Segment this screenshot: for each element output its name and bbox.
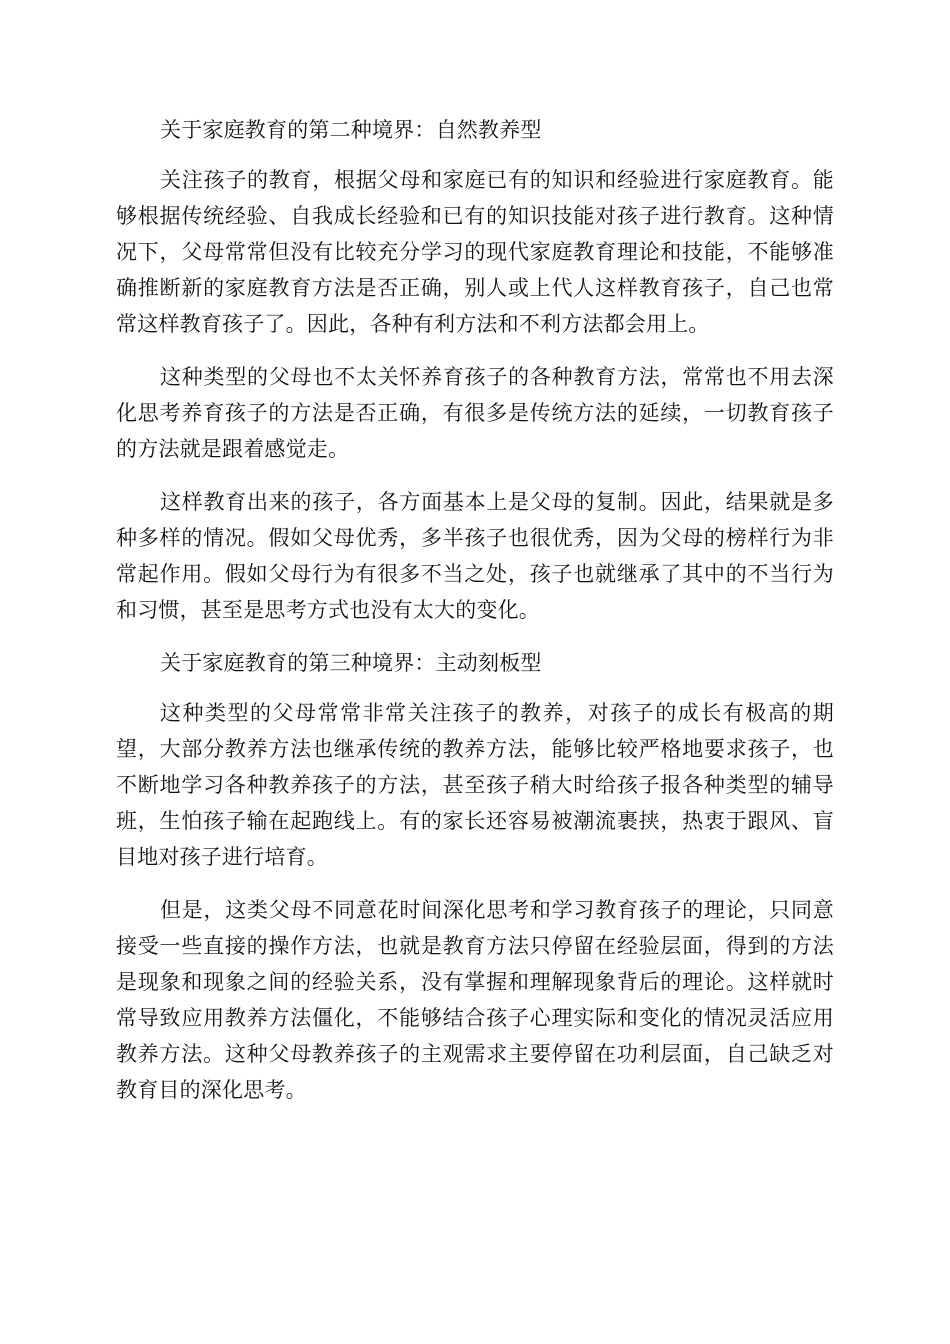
- paragraph: 这种类型的父母也不太关怀养育孩子的各种教育方法，常常也不用去深化思考养育孩子的方法是否正确，有很多是传统方法的延续，一切教育孩子的方法就是跟着感觉走。: [116, 365, 834, 461]
- paragraph: 这种类型的父母常常非常关注孩子的教养，对孩子的成长有极高的期望，大部分教养方法也继承传统的教养方法，能够比较严格地要求孩子，也不断地学习各种教养孩子的方法，甚至孩子稍大时给孩子报各种类型的辅导班，生怕孩子输在起跑线上。有的家长还容易被潮流裹挟，热衷于跟风、盲目地对孩子进行培育。: [116, 701, 834, 869]
- paragraph: 关注孩子的教育，根据父母和家庭已有的知识和经验进行家庭教育。能够根据传统经验、自我成长经验和已有的知识技能对孩子进行教育。这种情况下，父母常常但没有比较充分学习的现代家庭教育理论和技能，不能够准确推断新的家庭教育方法是否正确，别人或上代人这样教育孩子，自己也常常这样教育孩子了。因此，各种有利方法和不利方法都会用上。: [116, 168, 834, 336]
- paragraph: 但是，这类父母不同意花时间深化思考和学习教育孩子的理论，只同意接受一些直接的操作方法，也就是教育方法只停留在经验层面，得到的方法是现象和现象之间的经验关系，没有掌握和理解现象背后的理论。这样就时常导致应用教养方法僵化，不能够结合孩子心理实际和变化的情况灵活应用教养方法。这种父母教养孩子的主观需求主要停留在功利层面，自己缺乏对教育目的深化思考。: [116, 898, 834, 1102]
- section-heading-second-realm: 关于家庭教育的第二种境界：自然教养型: [160, 118, 542, 142]
- section-heading-third-realm: 关于家庭教育的第三种境界：主动刻板型: [160, 651, 542, 675]
- paragraph: 这样教育出来的孩子，各方面基本上是父母的复制。因此，结果就是多种多样的情况。假如父母优秀，多半孩子也很优秀，因为父母的榜样行为非常起作用。假如父母行为有很多不当之处，孩子也就继承了其中的不当行为和习惯，甚至是思考方式也没有太大的变化。: [116, 490, 834, 622]
- document-body: [116, 112, 834, 1125]
